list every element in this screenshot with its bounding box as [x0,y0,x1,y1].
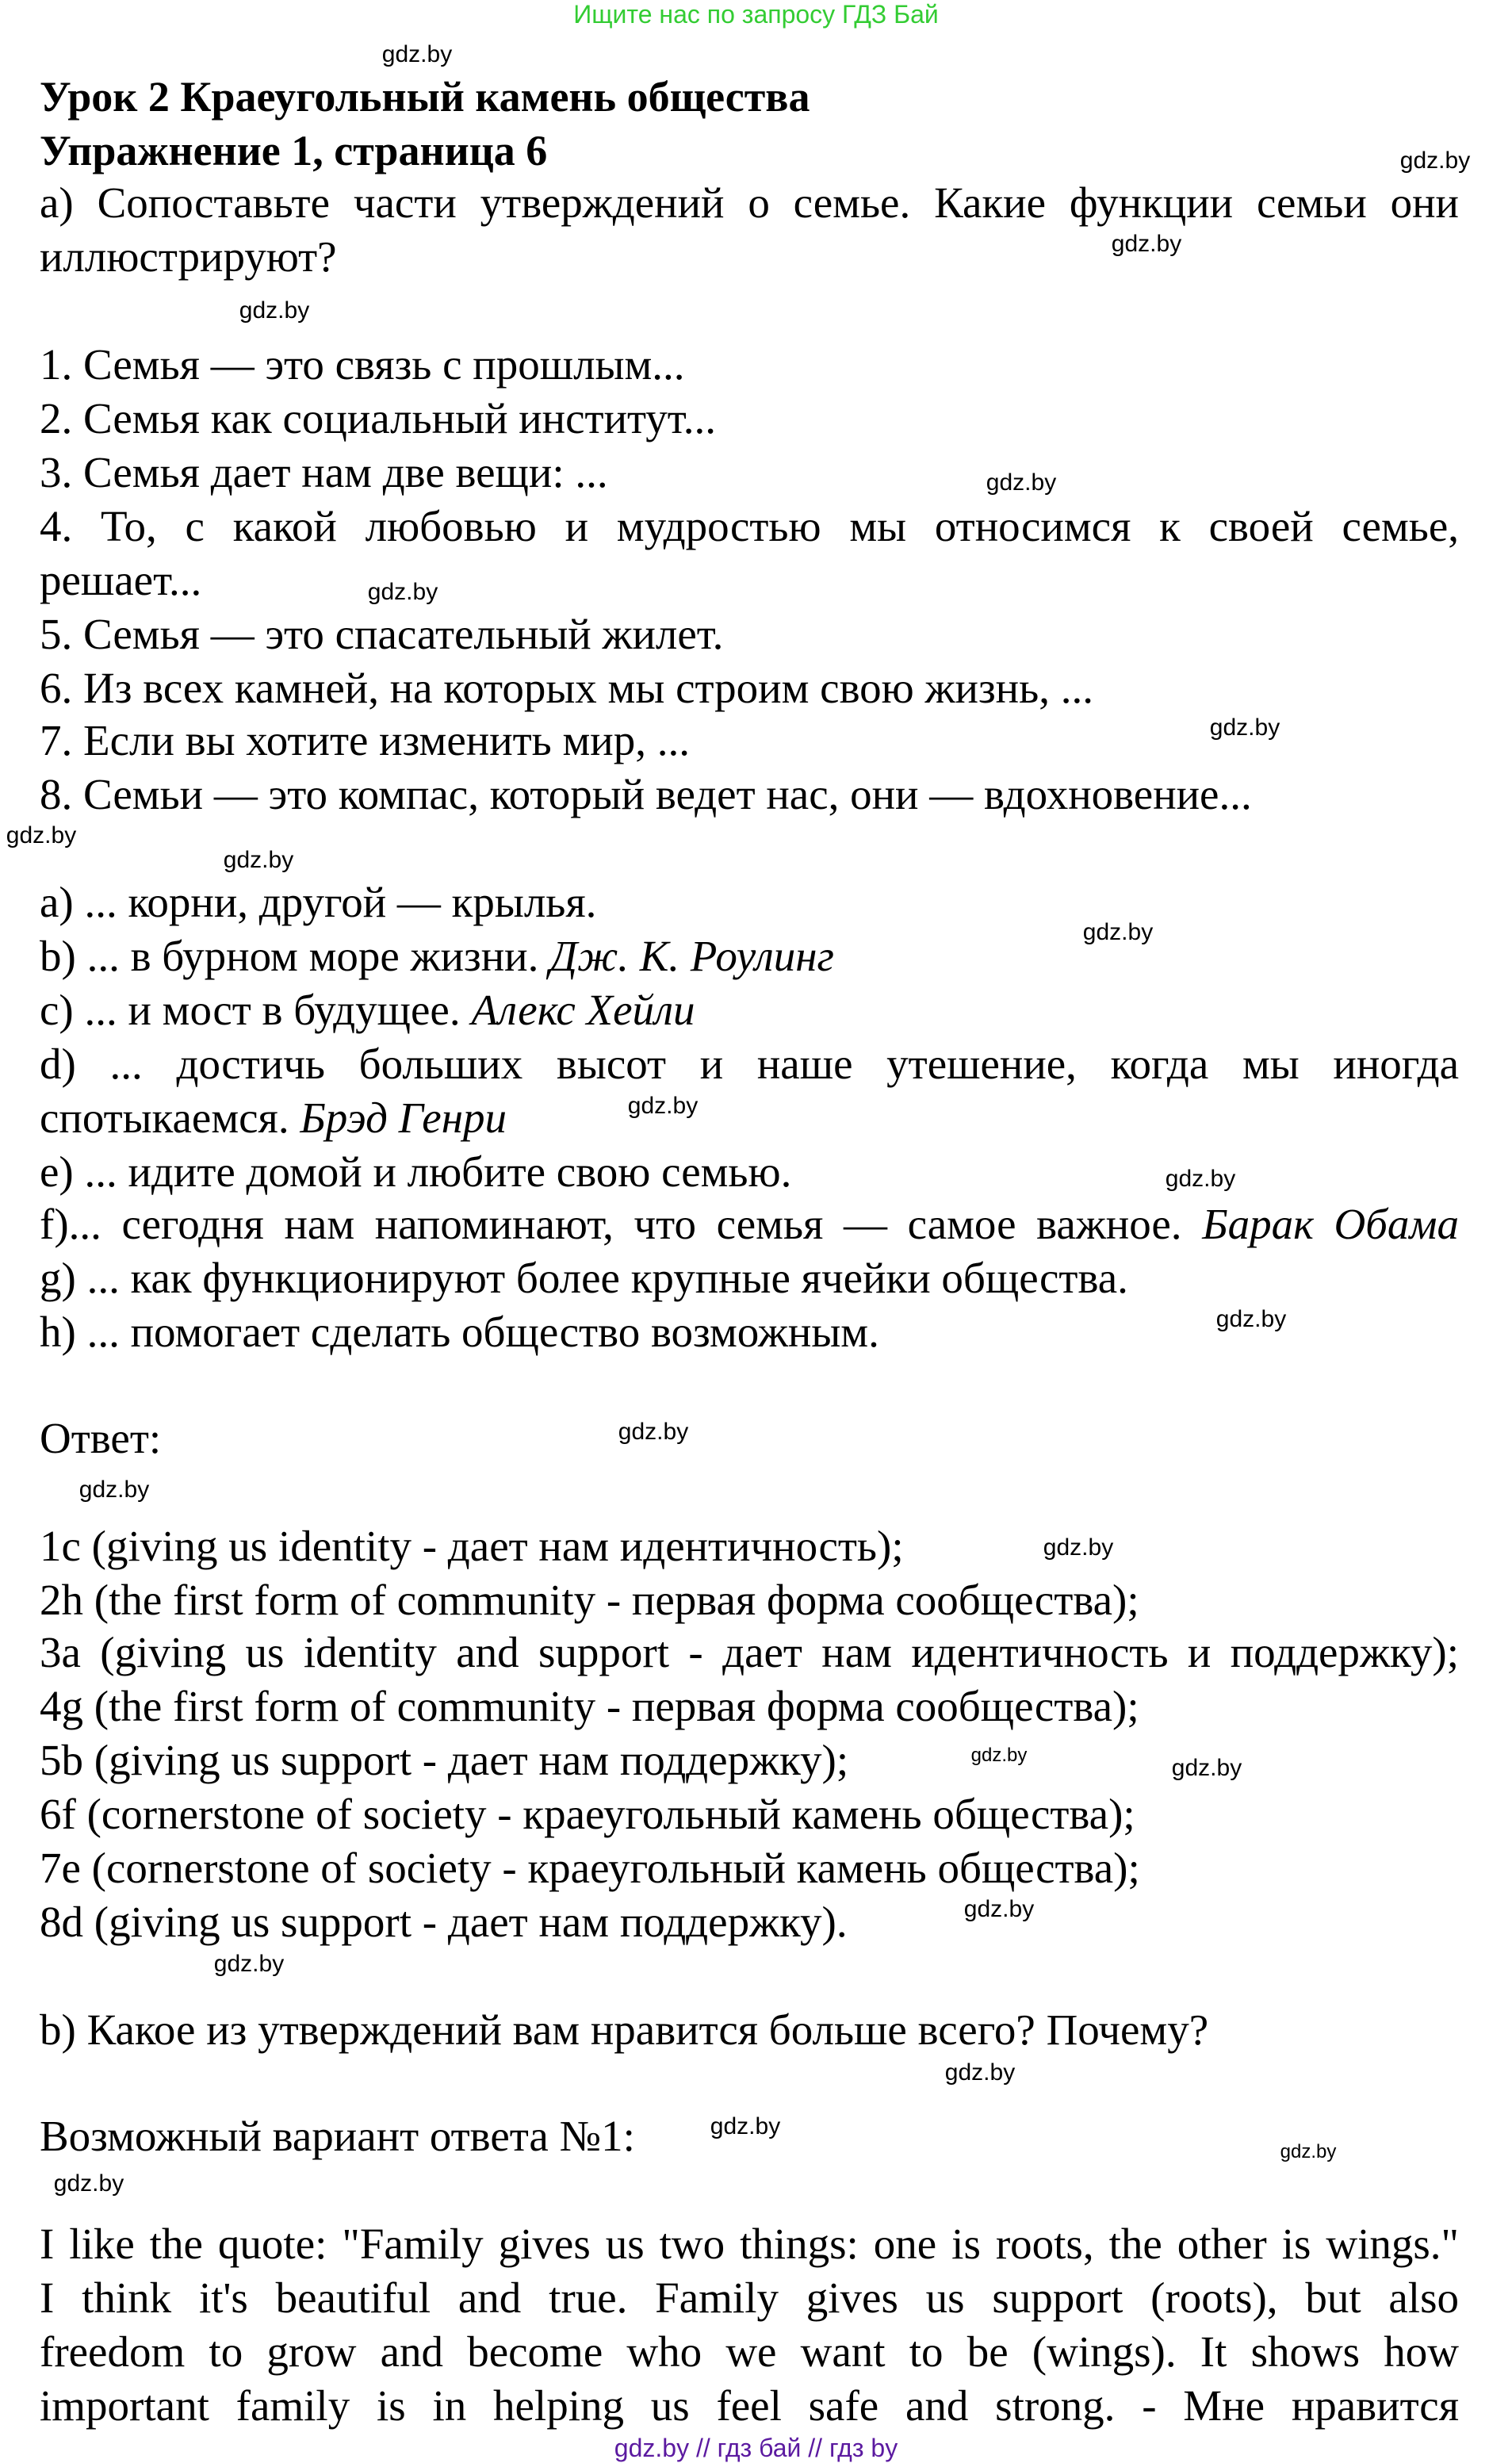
answer-item: 4g (the first form of community - первая форма сообщества); [40,1682,1139,1730]
ending-text: спотыкаемся. [40,1094,300,1142]
statement: 4. То, с какой любовью и мудростью мы относимся к своей семье, [40,502,1459,550]
watermark: gdz.by [78,1477,150,1503]
answer-item: 7e (cornerstone of society - краеугольный камень общества); [40,1844,1140,1892]
watermark: gdz.by [627,1093,699,1119]
ending-author: Барак Обама [1202,1200,1459,1248]
watermark: gdz.by [618,1419,689,1445]
watermark: gdz.by [381,41,453,67]
watermark: gdz.by [963,1896,1035,1922]
ending: g) ... как функционируют более крупные ячейки общества. [40,1254,1128,1302]
watermark: gdz.by [53,2170,124,2197]
watermark: gdz.by [710,2113,781,2139]
ending-text: f)... сегодня нам напоминают, что семья — самое важное. [40,1200,1203,1248]
statement: 3. Семья дает нам две вещи: ... [40,448,608,496]
statement: 7. Если вы хотите изменить мир, ... [40,716,690,764]
answer-item: 8d (giving us support - дает нам поддержку). [40,1898,848,1946]
watermark: gdz.by [1209,714,1280,741]
watermark: gdz.by [1171,1755,1242,1781]
watermark: gdz.by [1399,147,1471,174]
answer-item: 2h (the first form of community - первая форма сообщества); [40,1576,1139,1624]
statement: 6. Из всех камней, на которых мы строим свою жизнь, ... [40,664,1093,712]
task-a-line: иллюстрируют? [40,232,337,281]
ending: e) ... идите домой и любите свою семью. [40,1147,792,1196]
watermark: gdz.by [986,469,1057,496]
watermark: gdz.by [1215,1306,1287,1332]
watermark: gdz.by [1082,919,1154,945]
watermark: gdz.by [970,1745,1028,1766]
answer-item: 5b (giving us support - дает нам поддержку); [40,1736,849,1784]
variant-line: I like the quote: "Family gives us two things: one is roots, the other is wings." [40,2220,1459,2268]
watermark: gdz.by [1043,1534,1114,1561]
watermark: gdz.by [213,1951,285,1977]
watermark: gdz.by [944,2059,1016,2086]
watermark: gdz.by [239,297,310,324]
ending-text: c) ... и мост в будущее. [40,986,472,1034]
ending [40,983,1459,1037]
statement: 1. Семья — это связь с прошлым... [40,340,685,389]
variant-line: I think it's beautiful and true. Family gives us support (roots), but also [40,2273,1459,2322]
watermark: gdz.by [223,847,294,873]
ending-text: a) ... корни, другой — крылья. [40,878,597,926]
ending: h) ... помогает сделать общество возможным. [40,1308,879,1356]
ending-author: Брэд Генри [300,1094,507,1142]
watermark: gdz.by [367,579,438,605]
variant-line: important family is in helping us feel safe and strong. - Мне нравится [40,2381,1459,2430]
variant-label: Возможный вариант ответа №1: [40,2112,635,2160]
ending [40,1091,1459,1145]
task-a-line: а) Сопоставьте части утверждений о семье. Какие функции семьи они [40,178,1459,227]
ending: d) ... достичь больших высот и наше утешение, когда мы иногда [40,1040,1459,1088]
ending [40,875,1459,929]
watermark: gdz.by [1165,1166,1236,1192]
watermark: gdz.by [6,822,77,848]
header-banner[interactable]: Ищите нас по запросу ГДЗ Бай [573,0,939,29]
answer-item: 1c (giving us identity - дает нам идентичность); [40,1522,904,1570]
answer-label: Ответ: [40,1414,162,1462]
ending [40,929,1459,983]
statement: решает... [40,556,202,604]
ending-text: b) ... в бурном море жизни. [40,932,550,980]
statement: 5. Семья — это спасательный жилет. [40,610,724,658]
variant-line: freedom to grow and become who we want to be (wings). It shows how [40,2327,1459,2376]
watermark: gdz.by [1111,231,1182,257]
answer-item: 6f (cornerstone of society - краеугольный камень общества); [40,1790,1135,1838]
exercise-title: Упражнение 1, страница 6 [40,127,548,174]
ending-author: Дж. К. Роулинг [549,932,834,980]
answer-item: 3a (giving us identity and support - дает нам идентичность и поддержку); [40,1628,1459,1676]
ending [40,1197,1459,1251]
task-b: b) Какое из утверждений вам нравится больше всего? Почему? [40,2005,1209,2054]
footer-links[interactable]: gdz.by // гдз бай // гдз by [614,2434,898,2462]
lesson-title: Урок 2 Краеугольный камень общества [40,73,810,121]
statement: 2. Семья как социальный институт... [40,394,716,442]
watermark: gdz.by [1280,2141,1337,2162]
statement: 8. Семьи — это компас, который ведет нас, они — вдохновение... [40,770,1252,818]
ending-author: Алекс Хейли [471,986,695,1034]
